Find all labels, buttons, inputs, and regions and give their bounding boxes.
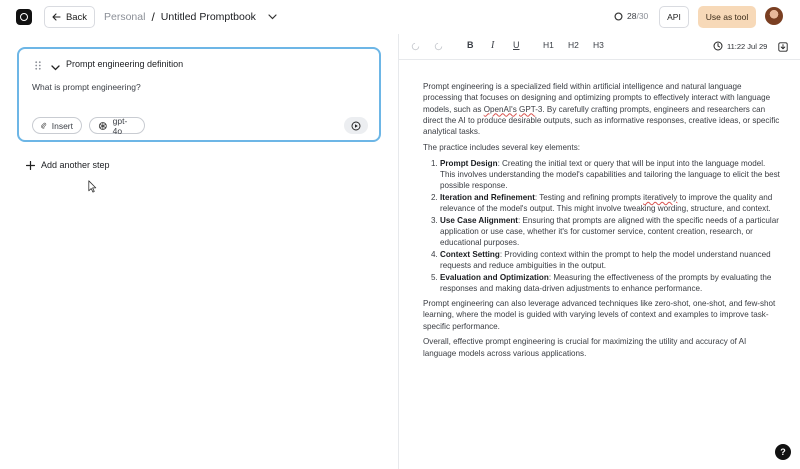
document-editor[interactable] xyxy=(423,81,780,364)
undo-icon[interactable] xyxy=(411,42,420,51)
spellcheck-word: OpenAI's xyxy=(483,104,517,114)
breadcrumb-root[interactable]: Personal xyxy=(104,11,146,23)
step-prompt-input[interactable]: What is prompt engineering? xyxy=(32,82,141,92)
openai-icon xyxy=(98,121,108,131)
steps-panel xyxy=(0,34,398,469)
breadcrumb xyxy=(104,10,277,24)
avatar[interactable] xyxy=(765,7,783,25)
api-button[interactable]: API xyxy=(659,6,689,28)
add-step-button[interactable] xyxy=(26,160,110,170)
underline-button[interactable]: U xyxy=(513,40,520,50)
list-item: 1. Prompt Design: Creating the initial text or query that will be input into the language model. This involves understanding the model's capabilities and tailoring the language to elicit the best possible response. xyxy=(440,158,780,192)
mouse-cursor-icon xyxy=(88,180,97,193)
heading3-button[interactable]: H3 xyxy=(593,40,604,50)
list-item: 5. Evaluation and Optimization: Measuring the effectiveness of the prompts by evaluating the responses and making data-driven adjustments to enhance performance. xyxy=(440,272,780,295)
usage-counter xyxy=(614,11,648,21)
attach-icon xyxy=(41,121,47,130)
add-step-label: Add another step xyxy=(41,160,110,170)
export-icon[interactable] xyxy=(778,42,788,52)
spellcheck-word: iteratively xyxy=(643,192,678,202)
help-button[interactable]: ? xyxy=(775,444,791,460)
logo-icon[interactable] xyxy=(16,9,32,25)
panel-divider xyxy=(398,34,399,469)
counter-used: 28 xyxy=(627,11,637,21)
model-label: gpt-4o xyxy=(112,115,128,136)
paragraph: Prompt engineering is a specialized field within artificial intelligence and natural language processing that focuses on designing and optimizing prompts to effectively interact with language models, such as OpenAI's GPT-3. By carefully crafting prompts, engineers and researchers can direct the AI to produce desirable outputs, such as informative responses, creative ideas, or specific analytical tasks. xyxy=(423,82,780,137)
back-button[interactable] xyxy=(44,6,95,28)
list-item: 4. Context Setting: Providing context within the prompt to help the model understand nuanced requests and reduce ambiguities in the output. xyxy=(440,249,780,272)
list-item: 2. Iteration and Refinement: Testing and refining prompts iteratively to improve the quality and relevance of the model's output. This might involve tweaking wording, structure, and context. xyxy=(440,192,780,215)
play-icon xyxy=(351,121,361,131)
bold-button[interactable]: B xyxy=(467,40,474,50)
elements-list xyxy=(423,158,780,294)
arrow-left-icon xyxy=(52,13,61,21)
step-title[interactable]: Prompt engineering definition xyxy=(66,59,184,69)
insert-button[interactable] xyxy=(32,117,82,134)
top-bar xyxy=(0,0,800,34)
back-label: Back xyxy=(65,11,88,23)
insert-label: Insert xyxy=(51,120,73,131)
timestamp: 11:22 Jul 29 xyxy=(727,41,768,51)
promptbook-title[interactable]: Untitled Promptbook xyxy=(160,11,256,23)
model-selector[interactable] xyxy=(89,117,145,134)
chevron-down-icon[interactable] xyxy=(51,60,60,74)
redo-icon[interactable] xyxy=(434,42,443,51)
italic-button[interactable]: I xyxy=(491,40,495,51)
heading1-button[interactable]: H1 xyxy=(543,40,554,50)
paragraph: Overall, effective prompt engineering is crucial for maximizing the utility and accuracy of AI language models across various applications. xyxy=(423,337,747,358)
clock-icon xyxy=(713,41,723,51)
paragraph: The practice includes several key elements: xyxy=(423,142,581,152)
progress-ring-icon xyxy=(614,12,623,21)
chevron-down-icon[interactable] xyxy=(268,14,277,20)
paragraph: Prompt engineering can also leverage advanced techniques like zero-shot, one-shot, and few-shot learning, where the model is guided with varying levels of context and examples to improve task-specific performance. xyxy=(423,299,776,331)
step-card[interactable] xyxy=(17,47,381,142)
plus-icon xyxy=(26,161,35,170)
breadcrumb-separator: / xyxy=(151,10,155,24)
list-item: 3. Use Case Alignment: Ensuring that prompts are aligned with the specific needs of a particular application or use case, whether it's for customer service, content creation, research, or educational purposes. xyxy=(440,215,780,249)
use-as-tool-button[interactable]: Use as tool xyxy=(698,6,756,28)
drag-handle-icon[interactable] xyxy=(35,59,41,73)
counter-total: /30 xyxy=(636,11,649,21)
heading2-button[interactable]: H2 xyxy=(568,40,579,50)
version-history[interactable] xyxy=(713,41,767,51)
editor-toolbar xyxy=(399,34,800,60)
run-step-button[interactable] xyxy=(344,117,368,134)
spellcheck-word: GPT xyxy=(519,104,536,114)
